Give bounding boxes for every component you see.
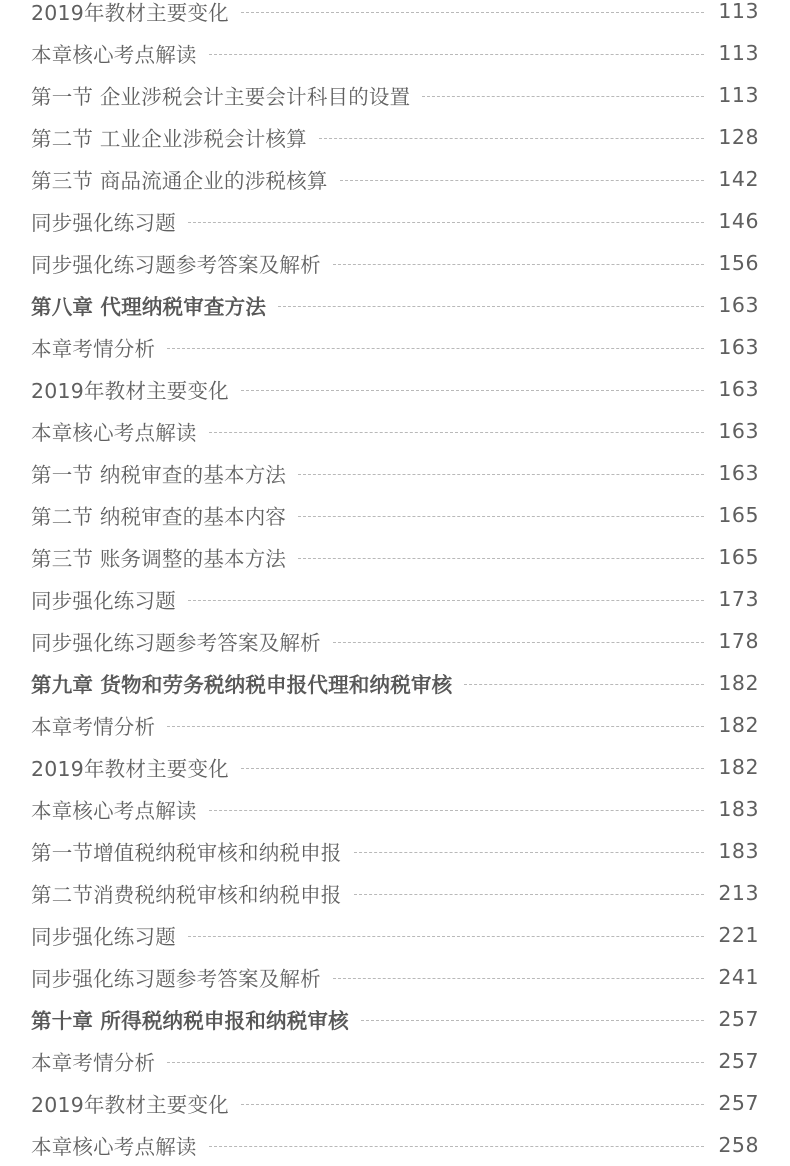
toc-entry-title: 2019年教材主要变化 (31, 1, 229, 25)
toc-entry-page: 146 (718, 209, 759, 233)
toc-entry-page: 165 (718, 545, 759, 569)
toc-entry[interactable] (0, 830, 790, 872)
toc-entry-title: 第二节 工业企业涉税会计核算 (31, 127, 307, 151)
toc-entry-title: 本章核心考点解读 (31, 799, 197, 823)
toc-entry-title: 本章核心考点解读 (31, 43, 197, 67)
toc-entry[interactable] (0, 74, 790, 116)
toc-chapter-title: 第十章 所得税纳税申报和纳税审核 (31, 1009, 349, 1033)
toc-entry-title: 同步强化练习题 (31, 589, 176, 613)
toc-entry[interactable] (0, 116, 790, 158)
toc-entry-page: 163 (718, 293, 759, 317)
toc-entry-title: 2019年教材主要变化 (31, 757, 229, 781)
toc-entry-title: 第三节 账务调整的基本方法 (31, 547, 287, 571)
toc-dot-leader (298, 474, 704, 475)
toc-dot-leader (354, 894, 705, 895)
toc-dot-leader (209, 1146, 705, 1147)
toc-dot-leader (333, 642, 705, 643)
toc-dot-leader (354, 852, 705, 853)
toc-chapter-title: 第九章 货物和劳务税纳税申报代理和纳税审核 (31, 673, 453, 697)
toc-chapter-entry[interactable] (0, 284, 790, 326)
toc-entry-page: 221 (718, 923, 759, 947)
toc-entry-title: 同步强化练习题参考答案及解析 (31, 967, 321, 991)
toc-entry[interactable] (0, 704, 790, 746)
toc-entry[interactable] (0, 158, 790, 200)
toc-dot-leader (241, 768, 704, 769)
toc-entry-page: 213 (718, 881, 759, 905)
toc-entry-page: 182 (718, 755, 759, 779)
toc-dot-leader (241, 390, 704, 391)
toc-entry-page: 257 (718, 1091, 759, 1115)
toc-entry-page: 142 (718, 167, 759, 191)
toc-entry[interactable] (0, 1124, 790, 1166)
toc-entry[interactable] (0, 326, 790, 368)
toc-entry-page: 258 (718, 1133, 759, 1157)
toc-entry-page: 156 (718, 251, 759, 275)
toc-dot-leader (241, 12, 704, 13)
toc-dot-leader (340, 180, 705, 181)
toc-entry[interactable] (0, 746, 790, 788)
toc-dot-leader (188, 222, 704, 223)
toc-entry-page: 163 (718, 377, 759, 401)
toc-entry[interactable] (0, 368, 790, 410)
toc-dot-leader (278, 306, 704, 307)
toc-entry[interactable] (0, 1040, 790, 1082)
toc-dot-leader (333, 978, 705, 979)
toc-entry-title: 本章核心考点解读 (31, 421, 197, 445)
toc-entry-page: 128 (718, 125, 759, 149)
toc-entry-title: 第二节消费税纳税审核和纳税申报 (31, 883, 342, 907)
toc-chapter-entry[interactable] (0, 998, 790, 1040)
toc-entry-title: 第一节 企业涉税会计主要会计科目的设置 (31, 85, 411, 109)
toc-entry-title: 本章考情分析 (31, 337, 156, 361)
toc-entry[interactable] (0, 620, 790, 662)
toc-entry-title: 第二节 纳税审查的基本内容 (31, 505, 287, 529)
toc-entry-title: 第一节 纳税审查的基本方法 (31, 463, 287, 487)
toc-dot-leader (209, 54, 705, 55)
toc-entry[interactable] (0, 32, 790, 74)
toc-dot-leader (241, 1104, 704, 1105)
toc-dot-leader (298, 558, 704, 559)
toc-entry-page: 173 (718, 587, 759, 611)
toc-dot-leader (188, 936, 704, 937)
toc-entry-title: 第一节增值税纳税审核和纳税申报 (31, 841, 342, 865)
toc-entry-page: 178 (718, 629, 759, 653)
toc-entry-title: 本章考情分析 (31, 715, 156, 739)
toc-dot-leader (209, 432, 705, 433)
toc-entry[interactable] (0, 914, 790, 956)
toc-entry[interactable] (0, 494, 790, 536)
toc-dot-leader (298, 516, 704, 517)
toc-dot-leader (464, 684, 704, 685)
toc-entry-title: 2019年教材主要变化 (31, 1093, 229, 1117)
toc-entry-page: 182 (718, 671, 759, 695)
toc-entry[interactable] (0, 872, 790, 914)
toc-entry[interactable] (0, 1082, 790, 1124)
toc-entry-title: 同步强化练习题 (31, 925, 176, 949)
toc-entry[interactable] (0, 242, 790, 284)
toc-entry-page: 241 (718, 965, 759, 989)
toc-dot-leader (422, 96, 704, 97)
toc-entry-title: 同步强化练习题参考答案及解析 (31, 631, 321, 655)
toc-entry-page: 163 (718, 335, 759, 359)
toc-entry[interactable] (0, 536, 790, 578)
toc-dot-leader (167, 726, 704, 727)
toc-entry-title: 本章考情分析 (31, 1051, 156, 1075)
toc-entry[interactable] (0, 452, 790, 494)
toc-entry-page: 183 (718, 839, 759, 863)
toc-entry-page: 113 (718, 41, 759, 65)
toc-entry[interactable] (0, 200, 790, 242)
toc-dot-leader (333, 264, 705, 265)
toc-entry[interactable] (0, 956, 790, 998)
toc-entry[interactable] (0, 0, 790, 32)
toc-entry-page: 113 (718, 0, 759, 23)
toc-entry-page: 257 (718, 1049, 759, 1073)
toc-entry[interactable] (0, 578, 790, 620)
toc-entry-page: 165 (718, 503, 759, 527)
toc-entry-title: 同步强化练习题 (31, 211, 176, 235)
toc-dot-leader (209, 810, 705, 811)
toc-entry-title: 同步强化练习题参考答案及解析 (31, 253, 321, 277)
toc-entry-page: 113 (718, 83, 759, 107)
toc-dot-leader (188, 600, 704, 601)
toc-entry-title: 2019年教材主要变化 (31, 379, 229, 403)
toc-chapter-title: 第八章 代理纳税审查方法 (31, 295, 267, 319)
toc-entry-page: 163 (718, 419, 759, 443)
toc-entry-page: 163 (718, 461, 759, 485)
toc-entry[interactable] (0, 788, 790, 830)
toc-entry-page: 257 (718, 1007, 759, 1031)
toc-entry-page: 182 (718, 713, 759, 737)
toc-dot-leader (319, 138, 705, 139)
toc-entry[interactable] (0, 410, 790, 452)
toc-entry-page: 183 (718, 797, 759, 821)
toc-dot-leader (361, 1020, 705, 1021)
toc-chapter-entry[interactable] (0, 662, 790, 704)
toc-entry-title: 第三节 商品流通企业的涉税核算 (31, 169, 328, 193)
toc-entry-title: 本章核心考点解读 (31, 1135, 197, 1159)
toc-dot-leader (167, 1062, 704, 1063)
toc-dot-leader (167, 348, 704, 349)
